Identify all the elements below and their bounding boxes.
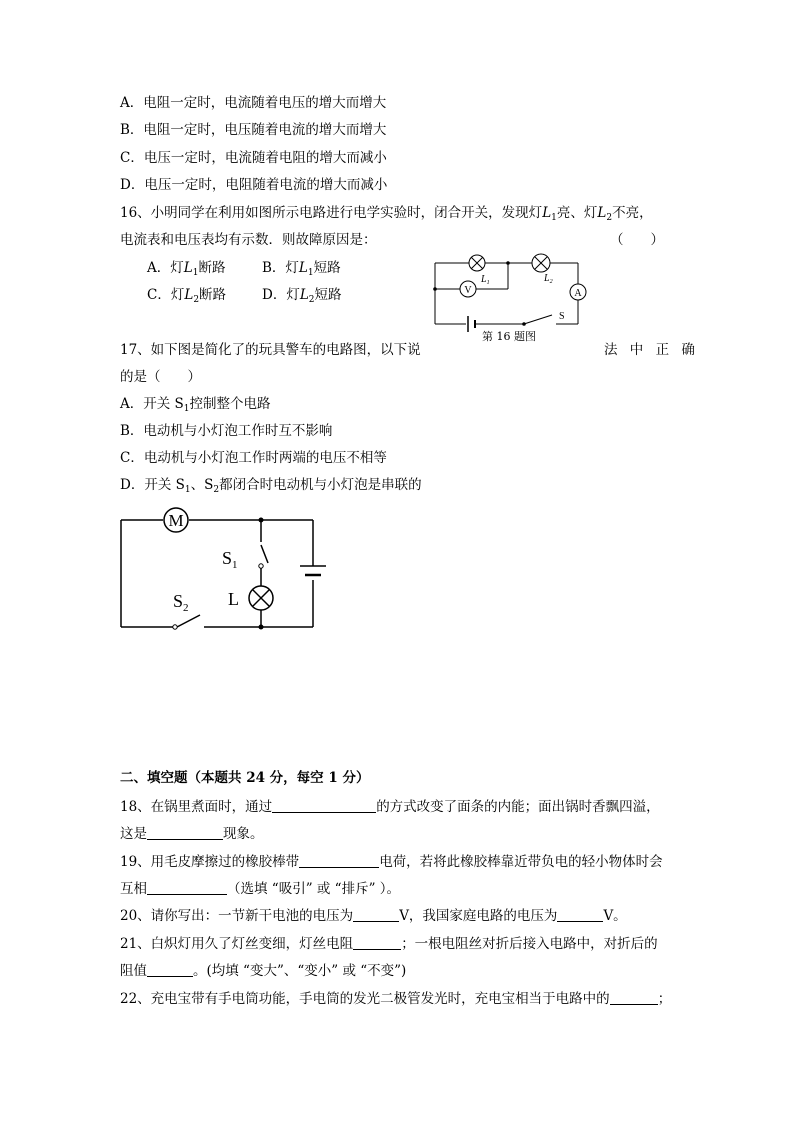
q17-stem-line1: 17、如下图是简化了的玩具警车的电路图，以下说 [120,342,421,358]
q17-fig-motor-label: M [168,511,184,530]
q16-option-d: D．灯$L_2$短路 [262,287,342,305]
q19-blank-1[interactable] [299,854,379,868]
q16-figure-caption: 第 16 题图 [482,330,536,343]
q19-line2: 互相 （选填 “吸引” 或 “排斥” ）。 [120,881,401,897]
q16-option-c: C．灯$L_2$断路 [147,287,227,305]
q17-fig-s1-label: $S_1$ [222,548,238,571]
q22-line1: 22、充电宝带有手电筒功能，手电筒的发光二极管发光时，充电宝相当于电路中的 ； [120,991,672,1007]
q16-fig-voltmeter-label: V [464,285,472,296]
q18-blank-1[interactable] [272,799,376,813]
q16-fig-switch-label: S [559,311,565,322]
q18-line1: 18、在锅里煮面时，通过 的方式改变了面条的内能；面出锅时香飘四溢， [120,799,660,815]
q19-blank-2[interactable] [147,881,227,895]
q15-option-d: D．电压一定时，电阻随着电流的增大而减小 [120,177,388,193]
q20-line1: 20、请你写出：一节新干电池的电压为 V，我国家庭电路的电压为 V。 [120,908,627,924]
q17-fig-lamp-label: L [228,589,239,609]
q21-line2: 阻值 。(均填 “变大”、“变小” 或 “不变”) [120,963,407,979]
q17-stem-line1-tail: 法 中 正 确 [604,342,699,358]
q21-blank-1[interactable] [353,936,401,950]
q16-option-a: A．灯$L_1$断路 [147,260,226,278]
q17-option-c: C．电动机与小灯泡工作时两端的电压不相等 [120,450,387,466]
q15-option-a: A．电阻一定时，电流随着电压的增大而增大 [120,95,387,111]
q18-blank-2[interactable] [147,826,223,840]
q19-line1: 19、用毛皮摩擦过的橡胶棒带 电荷，若将此橡胶棒靠近带负电的轻小物体时会 [120,854,663,870]
q17-option-d: D．开关 $S_1$、$S_2$都闭合时电动机与小灯泡是串联的 [120,477,422,495]
q16-fig-lamp2-label: $L_2$ [544,273,553,285]
q16-stem-line1: 16、小明同学在利用如图所示电路进行电学实验时，闭合开关，发现灯$L_1$亮、灯$L_2$不亮， [120,205,653,223]
q16-stem-line2: 电流表和电压表均有示数．则故障原因是： [120,232,377,248]
q16-answer-bracket: （ ） [610,232,664,248]
q21-line1: 21、白炽灯用久了灯丝变细，灯丝电阻 ；一根电阻丝对折后接入电路中，对折后的 [120,936,658,952]
section2-heading: 二、填空题（本题共 24 分，每空 1 分） [120,770,370,786]
q16-fig-lamp1-label: $L_1$ [481,274,490,286]
q16-option-b: B．灯$L_1$短路 [262,260,341,278]
q15-option-c: C．电压一定时，电流随着电阻的增大而减小 [120,150,387,166]
q17-option-b: B．电动机与小灯泡工作时互不影响 [120,423,333,439]
q17-option-a: A．开关 $S_1$控制整个电路 [120,396,271,414]
q20-blank-2[interactable] [557,908,603,922]
q15-option-b: B．电阻一定时，电压随着电流的增大而增大 [120,122,387,138]
q17-stem-line2: 的是（ ） [120,369,201,385]
q18-line2: 这是 现象。 [120,826,264,842]
q21-blank-2[interactable] [147,963,193,977]
q20-blank-1[interactable] [353,908,399,922]
q16-fig-ammeter-label: A [574,288,582,299]
q22-blank-1[interactable] [610,991,658,1005]
q17-fig-s2-label: $S_2$ [173,591,189,614]
